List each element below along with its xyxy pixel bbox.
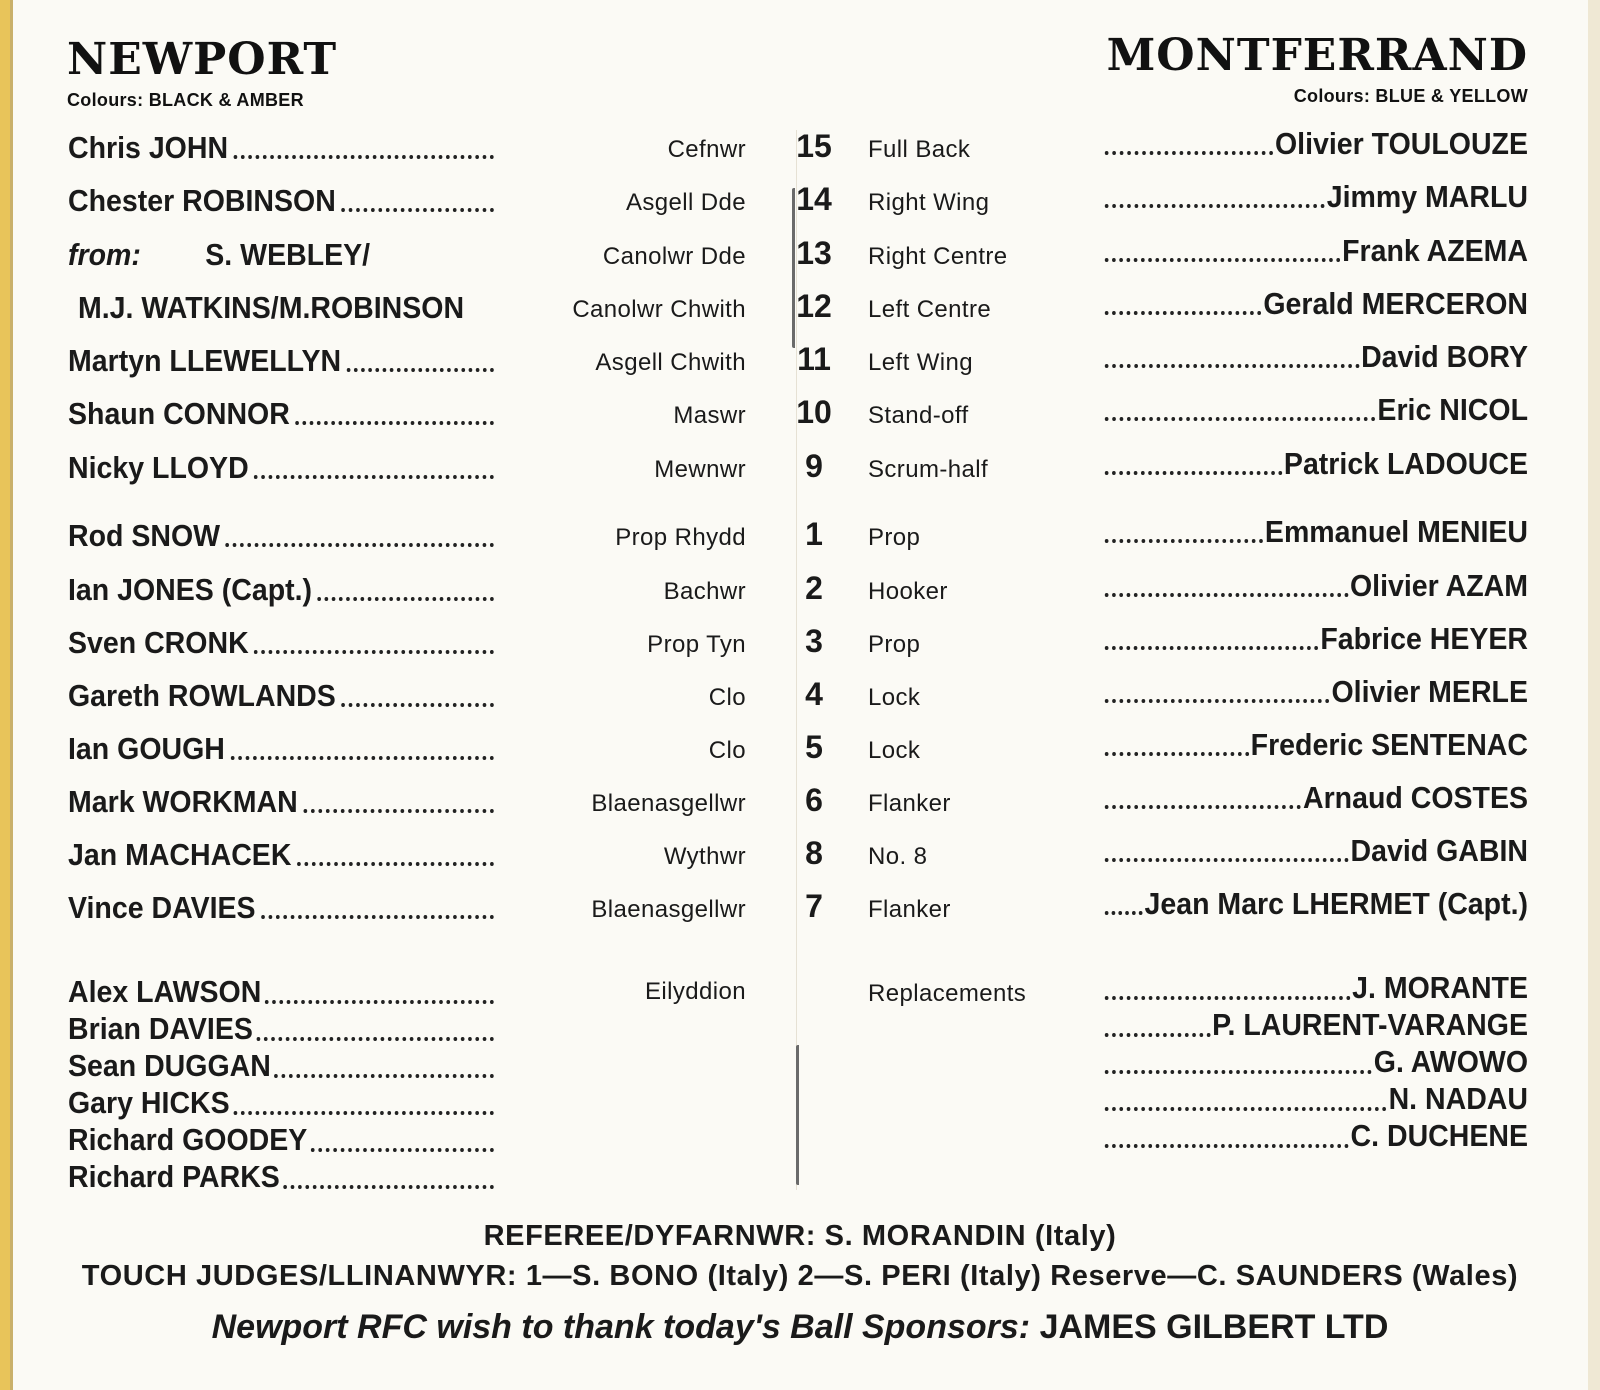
replacements-english-label: Replacements (868, 980, 1027, 1007)
sponsor-thanks: Newport RFC wish to thank today's Ball Sponsors: (211, 1308, 1031, 1346)
home-player (68, 572, 494, 608)
english-position: Flanker (868, 896, 951, 923)
welsh-position: Clo (708, 684, 746, 711)
english-position: Right Centre (868, 243, 1008, 270)
leader-dots (1105, 907, 1143, 915)
away-player-name: Frederic SENTENAC (1250, 727, 1528, 762)
home-replacement-name: Gary HICKS (68, 1085, 230, 1120)
away-player-name: Olivier TOULOUZE (1274, 126, 1528, 161)
leader-dots (1105, 413, 1376, 421)
away-replacement-name: C. DUCHENE (1350, 1118, 1528, 1153)
leader-dots (254, 471, 494, 479)
jersey-number: 6 (805, 782, 823, 818)
welsh-position: Canolwr Chwith (572, 296, 746, 323)
away-replacement (1105, 1118, 1528, 1154)
leader-dots (1105, 854, 1349, 862)
away-player (1105, 568, 1528, 604)
lineup-row (0, 392, 1600, 436)
sponsor-line (0, 1308, 1600, 1347)
welsh-position: Bachwr (663, 578, 746, 605)
lineup-row (0, 514, 1600, 558)
leader-dots (1105, 360, 1359, 368)
away-player (1105, 179, 1528, 215)
home-replacement-name: Brian DAVIES (68, 1011, 253, 1046)
away-replacement-name: P. LAURENT-VARANGE (1212, 1007, 1528, 1042)
lineup-row (0, 233, 1600, 277)
jersey-number: 3 (805, 623, 823, 659)
home-player-name: Ian JONES (Capt.) (68, 572, 313, 607)
leader-dots (1105, 254, 1340, 262)
leader-dots (1105, 1066, 1372, 1074)
home-team-colours: Colours: BLACK & AMBER (67, 90, 304, 110)
leader-dots (1105, 1103, 1387, 1111)
home-player (68, 890, 494, 926)
away-player (1105, 674, 1528, 710)
home-player (68, 625, 494, 661)
away-player (1105, 446, 1528, 482)
jersey-number: 8 (805, 835, 823, 871)
leader-dots (1105, 589, 1348, 597)
jersey-number: 12 (796, 288, 832, 324)
away-player (1105, 126, 1528, 162)
away-player (1105, 780, 1528, 816)
away-player-name: David GABIN (1350, 833, 1528, 868)
lineup-row (0, 727, 1600, 771)
home-player-name: Rod SNOW (68, 518, 221, 553)
lineup-row (0, 674, 1600, 718)
away-player-name: Fabrice HEYER (1320, 621, 1528, 656)
leader-dots (1105, 1140, 1349, 1148)
away-team-name: MONTFERRAND (1106, 30, 1528, 81)
home-player-name: Sven CRONK (68, 625, 249, 660)
leader-dots (230, 752, 494, 760)
english-position: Stand-off (868, 402, 969, 429)
home-player-name: Martyn LLEWELLYN (68, 343, 342, 378)
leader-dots (303, 805, 494, 813)
english-position: Lock (868, 737, 921, 764)
away-player-name: Gerald MERCERON (1263, 286, 1528, 321)
away-player-name: Patrick LADOUCE (1283, 446, 1528, 481)
home-replacement-name: Sean DUGGAN (68, 1048, 271, 1083)
home-replacement (68, 1048, 494, 1084)
home-replacement-name: Richard PARKS (68, 1159, 280, 1194)
away-player (1105, 233, 1528, 269)
leader-dots (1105, 147, 1273, 155)
home-player (68, 678, 494, 714)
leader-dots (1105, 992, 1350, 1000)
jersey-number: 1 (805, 516, 823, 552)
leader-dots (341, 204, 494, 212)
away-replacement-name: N. NADAU (1388, 1081, 1528, 1116)
home-player (78, 290, 504, 326)
leader-dots (275, 1070, 494, 1078)
leader-dots (234, 151, 494, 159)
home-replacement (68, 1011, 494, 1047)
welsh-position: Clo (708, 737, 746, 764)
home-player-name: Chester ROBINSON (68, 183, 336, 218)
welsh-position: Asgell Chwith (595, 349, 746, 376)
leader-dots (297, 858, 494, 866)
jersey-number: 7 (805, 888, 823, 924)
home-player (68, 837, 494, 873)
away-player-name: Olivier AZAM (1349, 568, 1528, 603)
lineup-row (0, 621, 1600, 665)
lineup-row (0, 568, 1600, 612)
leader-dots (1105, 748, 1249, 756)
home-player-name: Jan MACHACEK (68, 837, 292, 872)
home-team-name: NEWPORT (67, 34, 338, 85)
away-player-name: Olivier MERLE (1331, 674, 1528, 709)
home-replacement (68, 1122, 494, 1158)
lineup-row (0, 179, 1600, 223)
lineup-row (0, 780, 1600, 824)
welsh-position: Prop Rhydd (615, 524, 746, 551)
away-player (1105, 621, 1528, 657)
home-player (68, 784, 494, 820)
leader-dots (341, 699, 494, 707)
leader-dots (311, 1144, 494, 1152)
home-player-name: M.J. WATKINS/M.ROBINSON (78, 290, 465, 325)
english-position: No. 8 (868, 843, 928, 870)
away-player (1105, 339, 1528, 375)
leader-dots (1105, 307, 1262, 315)
away-team-colours: Colours: BLUE & YELLOW (1293, 86, 1528, 106)
jersey-number: 4 (805, 676, 823, 712)
replacements-welsh-label: Eilyddion (645, 978, 746, 1005)
away-player (1105, 833, 1528, 869)
leader-dots (318, 593, 494, 601)
english-position: Lock (868, 684, 921, 711)
leader-dots (261, 911, 494, 919)
home-player (68, 130, 494, 166)
away-player (1105, 886, 1528, 922)
home-player-name: Mark WORKMAN (68, 784, 298, 819)
welsh-position: Mewnwr (654, 456, 746, 483)
home-player-name: Vince DAVIES (68, 890, 256, 925)
jersey-number: 13 (796, 235, 832, 271)
away-player-name: Eric NICOL (1377, 392, 1528, 427)
home-player (68, 343, 494, 379)
away-replacement (1105, 970, 1528, 1006)
leader-dots (1105, 642, 1319, 650)
leader-dots (254, 646, 494, 654)
welsh-position: Prop Tyn (647, 631, 746, 658)
away-player-name: Emmanuel MENIEU (1264, 514, 1528, 549)
away-player-name: Frank AZEMA (1342, 233, 1528, 268)
lineup-row (0, 126, 1600, 170)
lineup-row (0, 286, 1600, 330)
home-replacement (68, 1159, 494, 1195)
away-player-name: Jimmy MARLU (1326, 179, 1528, 214)
home-player (68, 237, 494, 273)
leader-dots (295, 417, 494, 425)
home-replacement (68, 974, 494, 1010)
away-replacement-name: G. AWOWO (1373, 1044, 1528, 1079)
welsh-position: Cefnwr (667, 136, 746, 163)
sponsor-name: JAMES GILBERT LTD (1039, 1308, 1389, 1346)
english-position: Full Back (868, 136, 971, 163)
home-player-name: Gareth ROWLANDS (68, 678, 336, 713)
leader-dots (347, 364, 494, 372)
jersey-number: 2 (805, 570, 823, 606)
lineup-row (0, 446, 1600, 490)
jersey-number: 14 (796, 181, 832, 217)
welsh-position: Canolwr Dde (602, 243, 746, 270)
away-player (1105, 727, 1528, 763)
home-replacement-name: Richard GOODEY (68, 1122, 308, 1157)
welsh-position: Maswr (673, 402, 746, 429)
jersey-number: 15 (796, 128, 832, 164)
leader-dots (284, 1181, 494, 1189)
jersey-number: 11 (797, 341, 831, 377)
home-player (68, 450, 494, 486)
away-replacement (1105, 1044, 1528, 1080)
home-player (68, 518, 494, 554)
welsh-position: Wythwr (663, 843, 746, 870)
home-replacement-name: Alex LAWSON (68, 974, 262, 1009)
english-position: Right Wing (868, 189, 990, 216)
away-player-name: Jean Marc LHERMET (Capt.) (1144, 886, 1528, 921)
staple-bottom (796, 1045, 804, 1185)
leader-dots (1105, 467, 1282, 475)
away-player-name: Arnaud COSTES (1302, 780, 1528, 815)
home-player-name: S. WEBLEY/ (205, 237, 371, 272)
english-position: Left Centre (868, 296, 992, 323)
jersey-number: 10 (796, 394, 832, 430)
home-replacement (68, 1085, 494, 1121)
leader-dots (257, 1033, 494, 1041)
away-player-name: David BORY (1361, 339, 1528, 374)
away-replacement (1105, 1081, 1528, 1117)
away-player (1105, 392, 1528, 428)
leader-dots (265, 996, 494, 1004)
home-player (68, 183, 494, 219)
home-player-name: Ian GOUGH (68, 731, 225, 766)
english-position: Flanker (868, 790, 951, 817)
lineup-row (0, 339, 1600, 383)
jersey-number: 9 (805, 448, 823, 484)
home-player-name: Shaun CONNOR (68, 396, 290, 431)
home-player-name: Nicky LLOYD (68, 450, 249, 485)
english-position: Prop (868, 631, 921, 658)
home-player (68, 731, 494, 767)
leader-dots (233, 1107, 494, 1115)
jersey-number: 5 (805, 729, 823, 765)
welsh-position: Asgell Dde (625, 189, 746, 216)
leader-dots (1105, 695, 1330, 703)
welsh-position: Blaenasgellwr (591, 896, 746, 923)
touch-judges-line: TOUCH JUDGES/LLINANWYR: 1—S. BONO (Italy) 2—S. PERI (Italy) Reserve—C. SAUNDERS (Wales) (81, 1260, 1519, 1292)
away-replacement-name: J. MORANTE (1352, 970, 1528, 1005)
english-position: Left Wing (868, 349, 973, 376)
away-replacement (1105, 1007, 1528, 1043)
lineup-row (0, 833, 1600, 877)
referee-line: REFEREE/DYFARNWR: S. MORANDIN (Italy) (483, 1220, 1117, 1252)
leader-dots (1105, 535, 1263, 543)
home-player-prefix: from: (68, 237, 141, 272)
english-position: Scrum-half (868, 456, 989, 483)
lineup-row (0, 886, 1600, 930)
home-player-name: Chris JOHN (68, 130, 229, 165)
away-player (1105, 286, 1528, 322)
leader-dots (1105, 200, 1325, 208)
english-position: Hooker (868, 578, 948, 605)
leader-dots (1105, 1029, 1210, 1037)
home-player (68, 396, 494, 432)
away-player (1105, 514, 1528, 550)
leader-dots (1105, 801, 1301, 809)
welsh-position: Blaenasgellwr (591, 790, 746, 817)
english-position: Prop (868, 524, 921, 551)
leader-dots (226, 539, 494, 547)
